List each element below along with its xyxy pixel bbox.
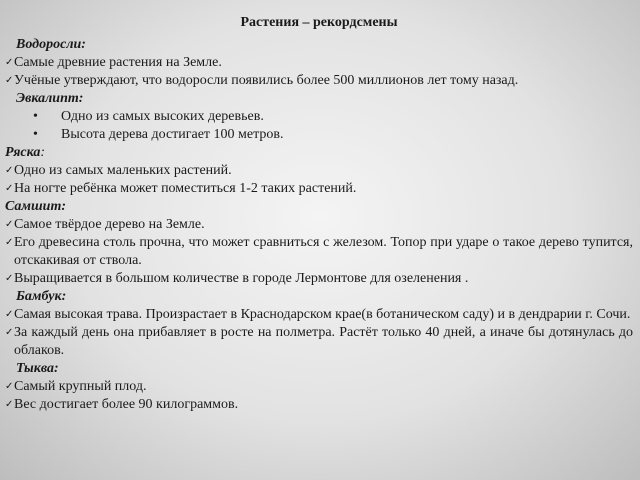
dot-bullet-icon: • — [33, 127, 38, 142]
slide — [5, 14, 633, 414]
slide-title: Растения – рекордсмены — [240, 15, 398, 30]
list-item: ✓ Учёные утверждают, что водоросли появились более 500 миллионов лет тому назад. — [5, 73, 519, 88]
list-item: ✓ За каждый день она прибавляет в росте на полметра. Растёт только 40 дней, а иначе бы дотянулась до облаков. — [5, 325, 633, 358]
list-item: ✓ Одно из самых маленьких растений. — [5, 163, 232, 178]
heading-ryaska: Ряска: — [5, 145, 46, 160]
checkmark-bullet-icon: ✓ — [5, 327, 14, 338]
list-item: ✓ Самый крупный плод. — [5, 379, 147, 394]
checkmark-bullet-icon: ✓ — [5, 309, 14, 320]
checkmark-bullet-icon: ✓ — [5, 183, 14, 194]
list-item: ✓ Самое твёрдое дерево на Земле. — [5, 217, 205, 232]
checkmark-bullet-icon: ✓ — [5, 273, 14, 284]
heading-evkalipt: Эвкалипт: — [16, 91, 84, 106]
checkmark-bullet-icon: ✓ — [5, 399, 14, 410]
list-item: ✓ Самые древние растения на Земле. — [5, 55, 222, 70]
checkmark-bullet-icon: ✓ — [5, 75, 14, 86]
list-item: ✓ Выращивается в большом количестве в городе Лермонтове для озеленения . — [5, 271, 469, 286]
heading-samshit: Самшит: — [5, 199, 67, 214]
heading-tykva: Тыква: — [16, 361, 59, 376]
list-item: • Высота дерева достигает 100 метров. — [33, 127, 284, 142]
checkmark-bullet-icon: ✓ — [5, 165, 14, 176]
heading-vodorosli: Водоросли: — [16, 37, 86, 52]
list-item: ✓ Самая высокая трава. Произрастает в Краснодарском крае(в ботаническом саду) и в дендрарии г. Сочи. — [5, 307, 631, 322]
list-item: • Одно из самых высоких деревьев. — [33, 109, 264, 124]
heading-bambuk: Бамбук: — [16, 289, 67, 304]
checkmark-bullet-icon: ✓ — [5, 57, 14, 68]
checkmark-bullet-icon: ✓ — [5, 237, 14, 248]
checkmark-bullet-icon: ✓ — [5, 381, 14, 392]
list-item: ✓ На ногте ребёнка может поместиться 1-2 таких растений. — [5, 181, 357, 196]
checkmark-bullet-icon: ✓ — [5, 219, 14, 230]
list-item: ✓ Вес достигает более 90 килограммов. — [5, 397, 239, 412]
list-item: ✓ Его древесина столь прочна, что может сравниться с железом. Топор при ударе о такое дерево тупится, отскакивая от ствола. — [5, 235, 633, 268]
dot-bullet-icon: • — [33, 109, 38, 124]
